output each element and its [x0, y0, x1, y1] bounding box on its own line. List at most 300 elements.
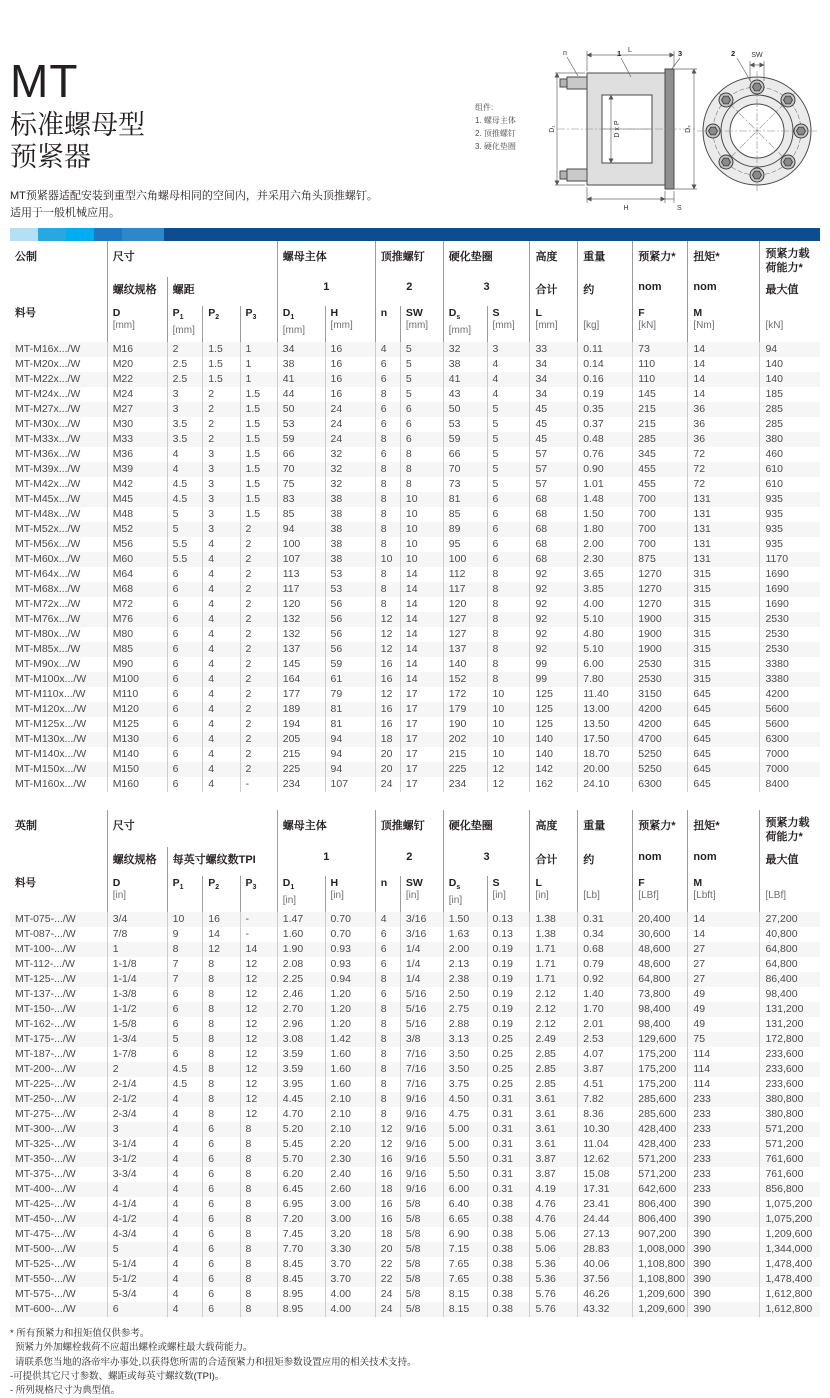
table-cell: 202 [443, 732, 487, 747]
header-item-1: 1 [277, 277, 375, 306]
table-cell: 390 [688, 1242, 760, 1257]
table-cell: 700 [633, 507, 688, 522]
table-cell: 4 [375, 912, 400, 927]
table-cell: 4 [167, 1227, 203, 1242]
imperial-header-sub-row [10, 847, 820, 876]
table-cell: 806,400 [633, 1197, 688, 1212]
table-cell: 0.31 [578, 912, 633, 927]
table-cell: 4 [107, 1182, 167, 1197]
table-cell: 0.25 [487, 1077, 530, 1092]
table-cell: MT-M68x.../W [15, 583, 81, 596]
table-cell: 4 [203, 672, 240, 687]
table-cell: 16 [375, 1152, 400, 1167]
table-cell: 4 [167, 1197, 203, 1212]
table-cell: 8 [203, 1092, 240, 1107]
table-cell: 1,612,800 [760, 1302, 820, 1317]
table-cell: 5/8 [400, 1212, 443, 1227]
table-cell: 8 [203, 1107, 240, 1122]
table-cell: 2 [240, 537, 277, 552]
metric-header-sub-row [10, 277, 820, 306]
table-cell: 642,600 [633, 1182, 688, 1197]
table-cell: 38 [277, 357, 325, 372]
table-cell: 2.53 [578, 1032, 633, 1047]
table-cell: 6 [375, 447, 400, 462]
table-cell: MT-M39x.../W [15, 463, 81, 476]
table-cell: 5.00 [443, 1122, 487, 1137]
table-cell: 4-1/4 [107, 1197, 167, 1212]
table-cell: 0.13 [487, 927, 530, 942]
table-cell: 4 [167, 1122, 203, 1137]
table-cell: 6300 [633, 777, 688, 792]
table-cell: 5/16 [400, 1017, 443, 1032]
table-cell: 1,209,600 [633, 1287, 688, 1302]
table-row [10, 357, 820, 372]
table-cell: 6 [167, 657, 203, 672]
table-cell: 12 [240, 1002, 277, 1017]
table-cell: 8 [167, 942, 203, 957]
table-cell: 8.15 [443, 1287, 487, 1302]
table-cell: 1.5 [240, 432, 277, 447]
table-row [10, 1152, 820, 1167]
table-cell: 6 [167, 567, 203, 582]
column-header: [Lb] [578, 876, 633, 912]
table-cell: 131,200 [760, 1017, 820, 1032]
table-cell: 53 [277, 417, 325, 432]
table-cell: 9/16 [400, 1152, 443, 1167]
table-cell: 5250 [633, 762, 688, 777]
table-cell: 0.38 [487, 1287, 530, 1302]
table-cell: 6 [167, 1047, 203, 1062]
table-cell: M16 [107, 342, 167, 357]
table-cell: 27 [688, 942, 760, 957]
table-cell: 3150 [633, 687, 688, 702]
table-cell: 6 [167, 747, 203, 762]
table-row [10, 672, 820, 687]
table-cell: 6 [167, 1017, 203, 1032]
table-row [10, 1107, 820, 1122]
table-cell: 56 [325, 597, 375, 612]
table-cell: 1.71 [530, 972, 578, 987]
table-cell: 53 [325, 567, 375, 582]
table-cell: 1,108,800 [633, 1272, 688, 1287]
footnote-line: * 所有预紧力和扭矩值仅供参考。 [10, 1328, 150, 1339]
table-cell: 4 [487, 387, 530, 402]
header-preload-capacity: 预紧力载荷能力* [760, 241, 820, 278]
table-cell: 1,209,600 [633, 1302, 688, 1317]
table-cell: 50 [443, 402, 487, 417]
table-cell: 571,200 [633, 1152, 688, 1167]
table-cell: 36 [688, 402, 760, 417]
table-cell: 2 [203, 387, 240, 402]
table-cell: 8 [375, 1017, 400, 1032]
table-cell: 127 [443, 612, 487, 627]
table-cell: MT-400-.../W [15, 1183, 76, 1195]
table-row [10, 1167, 820, 1182]
table-cell: 94 [325, 732, 375, 747]
table-cell: 6 [167, 627, 203, 642]
header-item-3: 3 [443, 847, 530, 876]
table-cell: 4 [203, 537, 240, 552]
table-cell: 45 [530, 417, 578, 432]
table-cell: 2.5 [167, 357, 203, 372]
table-cell: 14 [688, 927, 760, 942]
header-item-1: 1 [277, 847, 375, 876]
table-cell: 131,200 [760, 1002, 820, 1017]
table-row [10, 1257, 820, 1272]
table-cell: 131 [688, 552, 760, 567]
table-cell: 6.00 [443, 1182, 487, 1197]
table-cell: 2 [240, 522, 277, 537]
table-cell: 1.50 [578, 507, 633, 522]
column-header: [kN] [760, 306, 820, 342]
table-cell: 4.76 [530, 1197, 578, 1212]
table-cell: 1/4 [400, 957, 443, 972]
table-cell: 8 [375, 1092, 400, 1107]
table-cell: 10 [400, 492, 443, 507]
table-cell: 8.95 [277, 1287, 325, 1302]
table-cell: 5/16 [400, 987, 443, 1002]
header-weight: 重量 [578, 241, 633, 278]
table-cell: 7 [167, 972, 203, 987]
table-cell: 6 [375, 402, 400, 417]
table-cell: 8 [240, 1167, 277, 1182]
table-cell: 700 [633, 492, 688, 507]
table-cell: 2.85 [530, 1062, 578, 1077]
table-cell: 5 [107, 1242, 167, 1257]
header-height: 高度 [530, 241, 578, 278]
table-cell: 2.50 [443, 987, 487, 1002]
table-cell: 131 [688, 537, 760, 552]
table-cell: 1.63 [443, 927, 487, 942]
table-cell: 12 [487, 777, 530, 792]
table-row [10, 627, 820, 642]
table-cell: 2.85 [530, 1077, 578, 1092]
table-row [10, 402, 820, 417]
table-cell: 8 [203, 1062, 240, 1077]
table-cell: 79 [325, 687, 375, 702]
table-cell: 38 [325, 492, 375, 507]
table-cell: 1270 [633, 582, 688, 597]
table-cell: 12 [240, 972, 277, 987]
table-cell: 4.00 [325, 1302, 375, 1317]
table-cell: 4.00 [325, 1287, 375, 1302]
table-cell: 0.19 [487, 942, 530, 957]
table-cell: 4-1/2 [107, 1212, 167, 1227]
table-cell: 16 [203, 912, 240, 927]
table-cell: 1900 [633, 612, 688, 627]
table-cell: 100 [443, 552, 487, 567]
table-cell: 4 [167, 1092, 203, 1107]
table-cell: 4 [167, 1212, 203, 1227]
table-cell: 10 [400, 537, 443, 552]
table-cell: 4 [203, 657, 240, 672]
table-cell: MT-375-.../W [15, 1168, 76, 1180]
table-cell: MT-200-.../W [15, 1063, 76, 1075]
table-cell: 645 [688, 717, 760, 732]
callout-3: 3 [678, 48, 683, 58]
table-cell: 59 [443, 432, 487, 447]
table-cell: 38 [443, 357, 487, 372]
header-preload: 预紧力* [633, 241, 688, 278]
table-cell: 1.70 [578, 1002, 633, 1017]
table-cell: 14 [688, 372, 760, 387]
table-cell: 0.19 [487, 987, 530, 1002]
table-cell: 8 [400, 447, 443, 462]
table-cell: 34 [277, 342, 325, 357]
table-cell: MT-075-.../W [15, 913, 76, 925]
table-cell: 24 [375, 1302, 400, 1317]
subtitle-line: 标准螺母型 [10, 110, 145, 140]
table-cell: 5.10 [578, 642, 633, 657]
table-cell: 0.25 [487, 1062, 530, 1077]
header-hardened-washer: 硬化垫圈 [443, 810, 530, 847]
table-cell: 0.31 [487, 1137, 530, 1152]
table-cell: 6 [203, 1257, 240, 1272]
metric-table [10, 241, 820, 793]
table-cell: 4.07 [578, 1047, 633, 1062]
table-cell: 1,075,200 [760, 1212, 820, 1227]
table-cell: 8 [240, 1182, 277, 1197]
table-row [10, 372, 820, 387]
column-header: $P_2$ [203, 306, 240, 342]
column-header: $D_s$ [in] [443, 876, 487, 912]
column-header: M [Nm] [688, 306, 760, 342]
table-cell: 1.20 [325, 1002, 375, 1017]
table-cell: 571,200 [760, 1122, 820, 1137]
table-cell: 194 [277, 717, 325, 732]
table-cell: 761,600 [760, 1167, 820, 1182]
header-blank [10, 277, 107, 306]
header-item-2: 2 [375, 277, 443, 306]
table-cell: 3/16 [400, 912, 443, 927]
table-cell: 3.70 [325, 1257, 375, 1272]
table-cell: 233 [688, 1122, 760, 1137]
table-cell: 46.26 [578, 1287, 633, 1302]
table-cell: 14 [400, 672, 443, 687]
table-cell: MT-M45x.../W [15, 493, 81, 506]
table-cell: 1 [240, 357, 277, 372]
table-cell: 0.19 [578, 387, 633, 402]
table-cell: 1690 [760, 567, 820, 582]
table-cell: 1,612,800 [760, 1287, 820, 1302]
table-cell: 57 [530, 477, 578, 492]
table-cell: 75 [688, 1032, 760, 1047]
table-cell: 8 [375, 597, 400, 612]
table-cell: 98,400 [760, 987, 820, 1002]
table-cell: 2 [203, 402, 240, 417]
table-cell: 225 [443, 762, 487, 777]
table-cell: 6 [375, 942, 400, 957]
table-cell: 38 [325, 507, 375, 522]
table-cell: 5 [167, 507, 203, 522]
table-cell: 5.45 [277, 1137, 325, 1152]
table-cell: 6.40 [443, 1197, 487, 1212]
dim-label-n: n [563, 49, 567, 57]
table-row [10, 342, 820, 357]
table-cell: 2.13 [443, 957, 487, 972]
table-cell: 7.70 [277, 1242, 325, 1257]
table-cell: M33 [107, 432, 167, 447]
table-cell: 3.70 [325, 1272, 375, 1287]
table-cell: 12 [240, 1032, 277, 1047]
table-cell: 6 [167, 612, 203, 627]
column-header: [kg] [578, 306, 633, 342]
table-cell: 2 [203, 417, 240, 432]
table-cell: MT-M27x.../W [15, 403, 81, 416]
table-cell: 4 [167, 1272, 203, 1287]
column-header: $P_3$ [240, 876, 277, 912]
table-cell: 12 [375, 1137, 400, 1152]
table-cell: 8.95 [277, 1302, 325, 1317]
table-cell: 10 [400, 522, 443, 537]
table-cell: 45 [530, 432, 578, 447]
table-cell: 345 [633, 447, 688, 462]
table-cell: MT-M52x.../W [15, 523, 81, 536]
table-cell: M48 [107, 507, 167, 522]
table-cell: 40,800 [760, 927, 820, 942]
table-cell: 315 [688, 627, 760, 642]
table-cell: 4 [203, 687, 240, 702]
imperial-header-symbol-row [10, 876, 820, 912]
table-cell: 7.65 [443, 1272, 487, 1287]
table-cell: 6.20 [277, 1167, 325, 1182]
table-cell: 6 [203, 1137, 240, 1152]
table-cell: 10 [400, 507, 443, 522]
table-cell: 12 [240, 1047, 277, 1062]
table-cell: 2 [240, 657, 277, 672]
table-cell: MT-M76x.../W [15, 613, 81, 626]
table-cell: 28.83 [578, 1242, 633, 1257]
table-cell: 3.85 [578, 582, 633, 597]
table-cell: 2.10 [325, 1122, 375, 1137]
table-cell: 4 [203, 582, 240, 597]
table-cell: 4 [203, 717, 240, 732]
table-cell: 3 [487, 342, 530, 357]
table-cell: 8 [240, 1197, 277, 1212]
table-row [10, 1227, 820, 1242]
table-row [10, 1047, 820, 1062]
table-cell: 6 [400, 417, 443, 432]
table-cell: 145 [277, 657, 325, 672]
table-cell: 1.42 [325, 1032, 375, 1047]
table-row [10, 1062, 820, 1077]
table-cell: 234 [277, 777, 325, 792]
header-jack-screw: 顶推螺钉 [375, 810, 443, 847]
table-cell: 5.06 [530, 1227, 578, 1242]
table-row [10, 732, 820, 747]
table-cell: 22 [375, 1272, 400, 1287]
table-cell: 5600 [760, 702, 820, 717]
table-cell: MT-M72x.../W [15, 598, 81, 611]
table-cell: 3.59 [277, 1062, 325, 1077]
table-cell: 2.00 [443, 942, 487, 957]
table-cell: MT-M30x.../W [15, 418, 81, 431]
table-cell: 125 [530, 687, 578, 702]
table-cell: 1-3/8 [107, 987, 167, 1002]
table-cell: 5/8 [400, 1227, 443, 1242]
table-cell: 5-3/4 [107, 1287, 167, 1302]
table-cell: 4.5 [167, 1077, 203, 1092]
table-cell: 6 [487, 492, 530, 507]
header-item-2: 2 [375, 847, 443, 876]
table-cell: 5.20 [277, 1122, 325, 1137]
table-cell: 5 [167, 1032, 203, 1047]
table-cell: 3.59 [277, 1047, 325, 1062]
table-row [10, 387, 820, 402]
table-cell: 6 [375, 372, 400, 387]
table-cell: 5.5 [167, 537, 203, 552]
column-header: $D_1$ [mm] [277, 306, 325, 342]
table-cell: MT-187-.../W [15, 1048, 76, 1060]
table-cell: 4.70 [277, 1107, 325, 1122]
table-row [10, 417, 820, 432]
table-cell: 107 [325, 777, 375, 792]
table-cell: 6 [167, 717, 203, 732]
column-header: n [375, 306, 400, 342]
table-cell: 9/16 [400, 1122, 443, 1137]
table-row [10, 1017, 820, 1032]
table-cell: 645 [688, 702, 760, 717]
table-cell: 16 [375, 1212, 400, 1227]
table-cell: 24.44 [578, 1212, 633, 1227]
table-cell: 1.5 [203, 357, 240, 372]
column-header: $P_1$ [mm] [167, 306, 203, 342]
table-cell: 127 [443, 627, 487, 642]
table-cell: - [240, 777, 277, 792]
table-cell: 142 [530, 762, 578, 777]
header-nom-f: nom [633, 847, 688, 876]
table-cell: 8 [375, 1032, 400, 1047]
table-cell: 1.71 [530, 957, 578, 972]
table-cell: 2.08 [277, 957, 325, 972]
table-cell: M68 [107, 582, 167, 597]
table-cell: 5 [487, 462, 530, 477]
table-cell: 8 [240, 1287, 277, 1302]
table-cell: 1-7/8 [107, 1047, 167, 1062]
table-cell: 4.75 [443, 1107, 487, 1122]
table-cell: 2.25 [277, 972, 325, 987]
page-header [10, 0, 820, 222]
table-cell: 6 [167, 702, 203, 717]
table-cell: 233 [688, 1107, 760, 1122]
description-line: 适用于一般机械应用。 [10, 206, 120, 219]
table-cell: M45 [107, 492, 167, 507]
table-row [10, 582, 820, 597]
table-cell: 94 [760, 342, 820, 357]
table-cell: 390 [688, 1287, 760, 1302]
table-cell: 92 [530, 612, 578, 627]
table-cell: 0.31 [487, 1122, 530, 1137]
table-cell: 1.71 [530, 942, 578, 957]
table-cell: 8 [375, 507, 400, 522]
table-cell: 3.20 [325, 1227, 375, 1242]
table-cell: M60 [107, 552, 167, 567]
table-cell: 3 [203, 477, 240, 492]
table-cell: 8 [375, 582, 400, 597]
table-cell: M76 [107, 612, 167, 627]
table-cell: 1270 [633, 567, 688, 582]
table-cell: 6 [167, 687, 203, 702]
legend-item: 2. 顶推螺钉 [475, 128, 516, 138]
table-cell: 22 [375, 1257, 400, 1272]
table-cell: 380,800 [760, 1107, 820, 1122]
table-cell: 8 [487, 612, 530, 627]
table-cell: 3.00 [325, 1212, 375, 1227]
table-cell: 4 [203, 552, 240, 567]
table-cell: 24.10 [578, 777, 633, 792]
table-row [10, 1077, 820, 1092]
table-cell: 6 [203, 1272, 240, 1287]
